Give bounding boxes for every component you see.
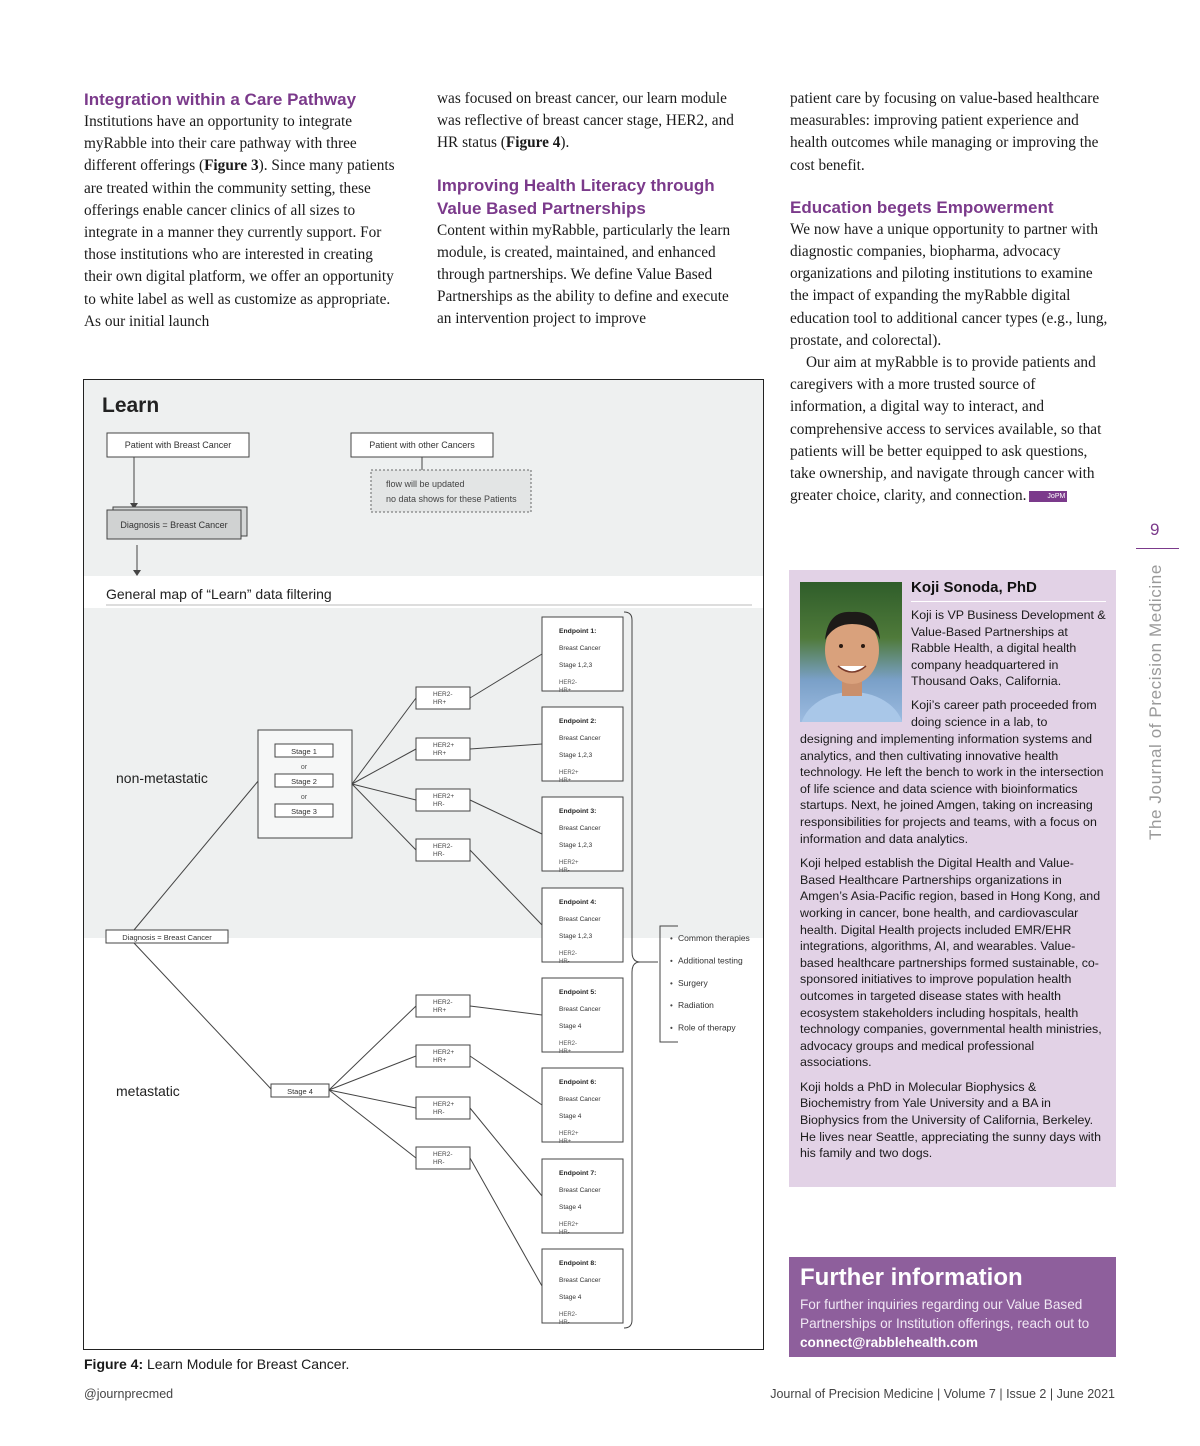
or-label: or: [300, 764, 308, 771]
further-text: For further inquiries regarding our Value Based Partnerships or Institution offerings, reach out to: [800, 1297, 1090, 1331]
receptor-her2-label: HER2-: [433, 691, 453, 698]
further-body: [800, 1295, 1108, 1352]
receptor-hr-label: HR-: [433, 801, 445, 808]
footer-issue: Issue 2: [1006, 1387, 1047, 1401]
stage3-label: Stage 3: [291, 807, 317, 816]
receptor-hr-label: HR+: [433, 1007, 447, 1014]
bullet-item: Radiation: [678, 1000, 714, 1011]
endpoint-her2: HER2-: [559, 1312, 578, 1318]
endpoint-title: Endpoint 3:: [559, 808, 597, 815]
endpoint-title: Endpoint 7:: [559, 1170, 597, 1177]
bio-body: [800, 731, 1106, 1162]
paragraph: [437, 88, 747, 155]
paragraph: Content within myRabble, particularly the learn module, is created, maintained, and enhanced through partnerships. We define Value Based Partnerships as the ability to define and execute an intervention project to improve: [437, 221, 731, 328]
caption-label: Figure 4:: [84, 1356, 144, 1372]
author-photo: [800, 582, 902, 722]
name-rule: [911, 601, 1106, 602]
branch-line: [329, 1090, 416, 1108]
endpoint-stage: Stage 4: [559, 1204, 582, 1211]
endpoint-hr: HR-: [559, 1320, 570, 1326]
bullet-bracket: [660, 926, 678, 1042]
receptor-hr-label: HR+: [433, 699, 447, 706]
page-number-rule: [1136, 548, 1179, 549]
bullet-dot: •: [670, 1023, 673, 1033]
page-number: 9: [1150, 520, 1160, 539]
bullet-item: Common therapies: [678, 933, 750, 943]
footer-date: June 2021: [1056, 1387, 1115, 1401]
figure-ref: Figure 4: [505, 134, 561, 152]
endpoint-hr: HR+: [559, 1139, 572, 1145]
stage2-label: Stage 2: [291, 777, 317, 786]
branch-line: [329, 1056, 416, 1090]
eye: [839, 644, 843, 648]
figure-ref: Figure 3: [204, 157, 259, 175]
endpoint-her2: HER2-: [559, 951, 578, 957]
receptor-her2-label: HER2+: [433, 1049, 455, 1056]
endpoint-hr: HR+: [559, 1049, 572, 1055]
endpoint-cancer: Breast Cancer: [559, 1187, 601, 1194]
receptor-hr-label: HR-: [433, 1109, 445, 1116]
endpoint-stage: Stage 1,2,3: [559, 752, 593, 759]
note-line-2: no data shows for these Patients: [386, 494, 517, 504]
text: was focused on breast cancer, our learn module was reflective of breast cancer stage, HER2, and HR status (: [437, 90, 734, 152]
endpoint-cancer: Breast Cancer: [559, 916, 601, 923]
bullet-dot: •: [670, 978, 673, 988]
receptor-hr-label: HR+: [433, 1057, 447, 1064]
bullet-list: [670, 933, 750, 1033]
receptor-her2-label: HER2+: [433, 742, 455, 749]
branch-line: [470, 1056, 542, 1105]
or-label: or: [300, 794, 308, 801]
column-2: [437, 88, 747, 331]
footer-journal-info: [770, 1387, 1115, 1401]
branch-line: [134, 943, 272, 1090]
bio-paragraph: Koji holds a PhD in Molecular Biophysics & Biochemistry from Yale University and a BA in Biophysics from the University of California, Berkeley. He lives near Seattle, appreciating the sunny days with his family and two dogs.: [800, 1079, 1101, 1161]
author-bio-box: [789, 570, 1116, 1187]
endpoint-stage: Stage 1,2,3: [559, 662, 593, 669]
shirt: [800, 692, 902, 722]
metastatic-label: metastatic: [116, 1083, 180, 1099]
endpoint-stage: Stage 1,2,3: [559, 842, 593, 849]
column-1: [84, 88, 402, 333]
receptor-her2-label: HER2-: [433, 843, 453, 850]
note-line-1: flow will be updated: [386, 479, 465, 489]
heading-care-pathway: Integration within a Care Pathway: [84, 90, 357, 109]
figure-4-learn-module: [83, 379, 764, 1350]
endpoint-hr: HR-: [559, 959, 570, 965]
endpoint-group: [542, 617, 623, 1326]
note-box: [371, 470, 531, 512]
endpoint-title: Endpoint 6:: [559, 1079, 597, 1086]
bullet-dot: •: [670, 1001, 673, 1011]
caption-text: Learn Module for Breast Cancer.: [147, 1356, 350, 1372]
endpoint-cancer: Breast Cancer: [559, 645, 601, 652]
endpoint-title: Endpoint 2:: [559, 718, 597, 725]
stage1-label: Stage 1: [291, 747, 317, 756]
footer-journal: Journal of Precision Medicine: [770, 1387, 934, 1401]
paragraph: patient care by focusing on value-based healthcare measurables: improving patient experience and health outcomes while managing or improving the cost benefit.: [790, 90, 1100, 174]
endpoint-hr: HR+: [559, 778, 572, 784]
vertical-journal-name: The Journal of Precision Medicine: [1146, 564, 1165, 840]
endpoint-her2: HER2+: [559, 860, 579, 866]
endpoint-stage: Stage 4: [559, 1294, 582, 1301]
endpoint-cancer: Breast Cancer: [559, 1096, 601, 1103]
branch-line: [329, 1090, 416, 1158]
journal-end-mark: JoPM: [1029, 491, 1067, 502]
bullet-item: Additional testing: [678, 955, 743, 966]
separator: |: [999, 1387, 1003, 1401]
receptor-her2-label: HER2+: [433, 1101, 455, 1108]
endpoint-stage: Stage 1,2,3: [559, 933, 593, 940]
receptor-her2-label: HER2+: [433, 793, 455, 800]
text: Our aim at myRabble is to provide patients and caregivers with a more trusted source of information, a digital way to interact, and comprehensive access to services available, so that patients will be better equipped to ask questions, take ownership, and navigate through cancer with greater choice, clarity, and connection.: [790, 354, 1102, 505]
receptor-her2-label: HER2-: [433, 999, 453, 1006]
endpoint-stage: Stage 4: [559, 1113, 582, 1120]
footer-handle: @journprecmed: [84, 1387, 174, 1401]
text: Institutions have an opportunity to integrate myRabble into their care pathway with three different offerings (: [84, 113, 357, 175]
endpoint-cancer: Breast Cancer: [559, 1277, 601, 1284]
receptor-hr-label: HR-: [433, 851, 445, 858]
author-name: Koji Sonoda, PhD: [911, 579, 1037, 596]
bio-intro: [911, 607, 1107, 730]
endpoint-title: Endpoint 4:: [559, 899, 597, 906]
figure-caption: [84, 1356, 349, 1372]
heading-health-literacy: Improving Health Literacy through Value Based Partnerships: [437, 175, 715, 218]
bio-paragraph: Koji helped establish the Digital Health and Value-Based Healthcare Partnerships organizations in Amgen’s Asia-Pacific region, based in Hong Kong, and working in cancer, bone health, and cardiovascular health. Digital Health projects included EMR/EHR integrations, algorithms, AI, and wearables. Value-based healthcare partnerships formed sustainable, co-sponsored initiatives to improve population health outcomes in targeted disease states with health ecosystem stakeholders including hospitals, health technology companies, governmental health ministries, advocacy groups and medical professional associations.: [800, 856, 1102, 1070]
bullet-dot: •: [670, 934, 673, 943]
text: ). Since many patients are treated within the community setting, these offerings enable cancer clinics of all sizes to integrate in a manner they currently support. For those institutions who are interested in creating their own digital platform, we offer an opportunity to white label as well as customize as appropriate. As our initial launch: [84, 157, 395, 330]
endpoint-title: Endpoint 8:: [559, 1260, 597, 1267]
non-metastatic-label: non-metastatic: [116, 770, 208, 786]
heading-empowerment: Education begets Empowerment: [790, 197, 1054, 217]
paragraph: [790, 352, 1112, 507]
portrait-illustration: [800, 582, 902, 722]
map-heading: General map of “Learn” data filtering: [106, 586, 332, 602]
endpoint-hr: HR+: [559, 688, 572, 694]
receptor-hr-label: HR-: [433, 1159, 445, 1166]
paragraph: We now have a unique opportunity to partner with diagnostic companies, biopharma, advocacy organizations and piloting institutions to examine the impact of expanding the myRabble digital education tool to additional cancer types (e.g., lung, prostate, and colorectal).: [790, 220, 1108, 349]
receptor-her2-label: HER2-: [433, 1151, 453, 1158]
branch-line: [329, 1006, 416, 1090]
endpoint-stage: Stage 4: [559, 1023, 582, 1030]
endpoint-cancer: Breast Cancer: [559, 735, 601, 742]
further-information-box: [789, 1257, 1116, 1357]
endpoint-her2: HER2+: [559, 770, 579, 776]
receptor-hr-label: HR+: [433, 750, 447, 757]
endpoint-cancer: Breast Cancer: [559, 1006, 601, 1013]
endpoint-hr: HR-: [559, 1230, 570, 1236]
separator: |: [1049, 1387, 1054, 1401]
endpoint-her2: HER2-: [559, 680, 578, 686]
endpoint-cancer: Breast Cancer: [559, 825, 601, 832]
patient-breast-label: Patient with Breast Cancer: [124, 440, 232, 450]
further-title: Further information: [800, 1264, 1023, 1291]
column-3: [790, 88, 1112, 507]
separator: |: [937, 1387, 941, 1401]
learn-title: Learn: [102, 394, 160, 417]
flowchart: [84, 380, 764, 1350]
endpoint-title: Endpoint 1:: [559, 628, 597, 635]
branch-line: [470, 1108, 542, 1196]
branch-line: [470, 1158, 542, 1286]
bio-paragraph: Koji is VP Business Development & Value-Based Partnerships at Rabble Health, a digital health company headquartered in Thousand Oaks, California.: [911, 608, 1106, 689]
stage4-label: Stage 4: [287, 1087, 313, 1096]
endpoint-title: Endpoint 5:: [559, 989, 597, 996]
endpoint-her2: HER2-: [559, 1041, 578, 1047]
bullet-item: Surgery: [678, 977, 708, 988]
bullet-item: Role of therapy: [678, 1022, 736, 1033]
contact-email-link[interactable]: connect@rabblehealth.com: [800, 1335, 978, 1350]
diagnosis-top-label: Diagnosis = Breast Cancer: [120, 520, 228, 530]
branch-line: [470, 1006, 542, 1015]
footer-volume: Volume 7: [943, 1387, 996, 1401]
bullet-dot: •: [670, 956, 673, 966]
endpoint-hr: HR-: [559, 868, 570, 874]
patient-other-label: Patient with other Cancers: [369, 440, 475, 450]
endpoint-her2: HER2+: [559, 1131, 579, 1137]
paragraph: [84, 111, 402, 333]
eye: [861, 644, 865, 648]
text: ).: [560, 134, 570, 152]
bio-paragraph: Koji’s career path proceeded from doing science in a lab, to: [911, 697, 1097, 729]
endpoint-her2: HER2+: [559, 1222, 579, 1228]
diagnosis-left-label: Diagnosis = Breast Cancer: [122, 933, 212, 942]
bio-paragraph: designing and implementing information systems and analytics, and then cultivating innovative health technology. He left the bench to work in the intersection of life science and data science with bioinformatics startups. Next, he joined Amgen, taking on increasing responsibilities for projects and teams, with a focus on information and data analytics.: [800, 732, 1104, 846]
